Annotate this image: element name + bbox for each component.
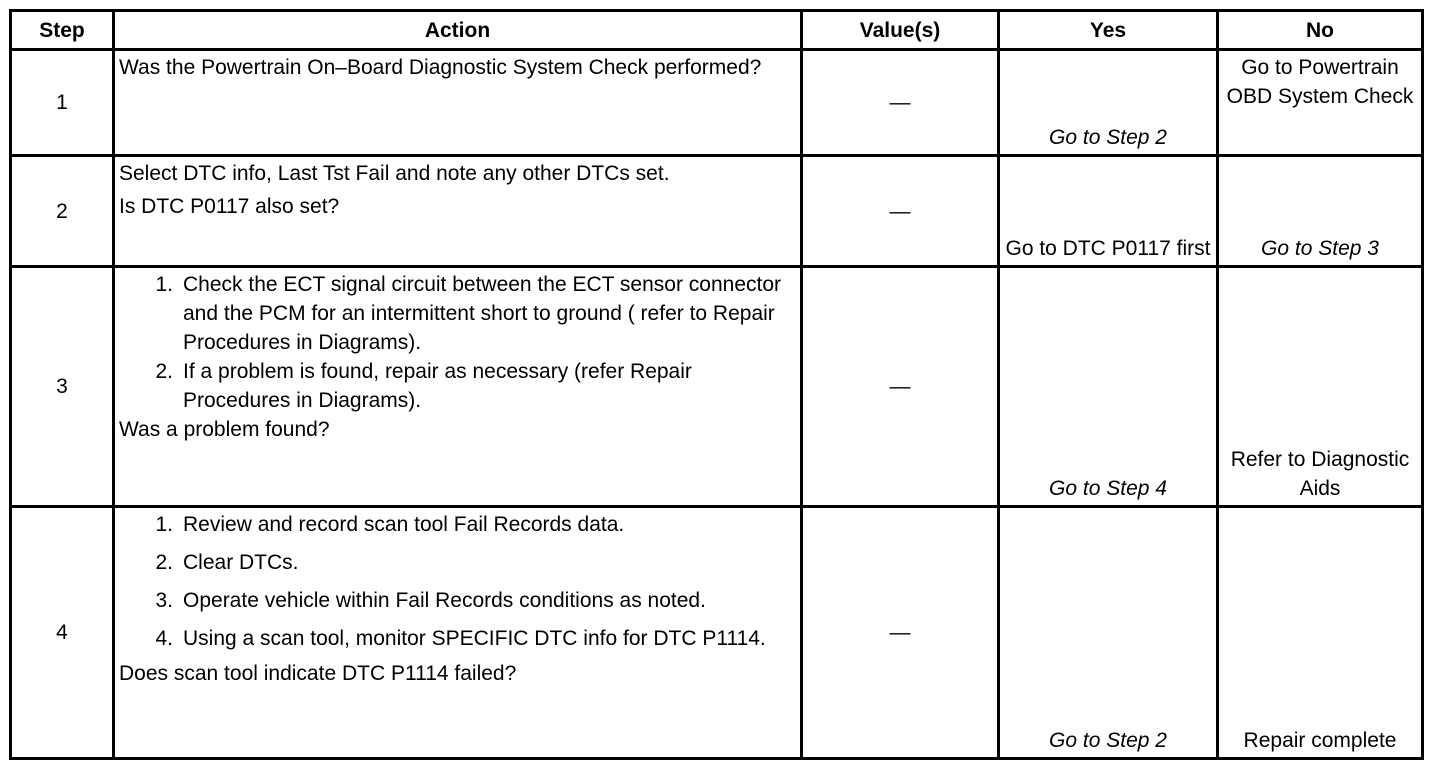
item-text: Using a scan tool, monitor SPECIFIC DTC info for DTC P1114. bbox=[183, 627, 766, 650]
yes-outcome: Go to DTC P0117 first bbox=[999, 156, 1218, 267]
step-number: 1 bbox=[11, 50, 114, 156]
table-row bbox=[11, 50, 1423, 156]
action-cell bbox=[114, 507, 802, 759]
yes-outcome: Go to Step 4 bbox=[999, 267, 1218, 507]
list-item bbox=[119, 548, 794, 577]
value-cell: — bbox=[802, 156, 999, 267]
table-row bbox=[11, 156, 1423, 267]
action-cell bbox=[114, 50, 802, 156]
item-text: If a problem is found, repair as necessary (refer Repair Procedures in Diagrams). bbox=[183, 360, 692, 412]
item-number: 3. bbox=[155, 589, 173, 612]
action-question: Was a problem found? bbox=[119, 418, 330, 441]
header-values: Value(s) bbox=[802, 11, 999, 50]
item-text: Operate vehicle within Fail Records conditions as noted. bbox=[183, 589, 706, 612]
item-number: 4. bbox=[155, 627, 173, 650]
table-row bbox=[11, 267, 1423, 507]
item-text: Check the ECT signal circuit between the ECT sensor connector and the PCM for an intermittent short to ground ( refer to Repair Procedures in Diagrams). bbox=[183, 273, 782, 354]
action-question: Is DTC P0117 also set? bbox=[119, 195, 340, 218]
value-cell: — bbox=[802, 507, 999, 759]
item-text: Review and record scan tool Fail Records data. bbox=[183, 513, 625, 536]
diagnostic-table bbox=[9, 9, 1424, 760]
item-number: 2. bbox=[155, 551, 173, 574]
no-outcome: Repair complete bbox=[1218, 507, 1423, 759]
step-number: 2 bbox=[11, 156, 114, 267]
action-steps bbox=[119, 270, 794, 415]
header-row bbox=[11, 11, 1423, 50]
action-cell bbox=[114, 156, 802, 267]
header-no: No bbox=[1218, 11, 1423, 50]
action-cell bbox=[114, 267, 802, 507]
header-action: Action bbox=[114, 11, 802, 50]
value-cell: — bbox=[802, 50, 999, 156]
action-text: Select DTC info, Last Tst Fail and note any other DTCs set. bbox=[119, 162, 670, 185]
step-number: 4 bbox=[11, 507, 114, 759]
list-item bbox=[119, 357, 794, 415]
item-number: 1. bbox=[155, 273, 173, 296]
item-number: 1. bbox=[155, 513, 173, 536]
item-number: 2. bbox=[155, 360, 173, 383]
action-steps bbox=[119, 510, 794, 653]
table-row bbox=[11, 507, 1423, 759]
action-question: Does scan tool indicate DTC P1114 failed? bbox=[119, 662, 517, 685]
list-item bbox=[119, 586, 794, 615]
yes-outcome: Go to Step 2 bbox=[999, 507, 1218, 759]
item-text: Clear DTCs. bbox=[183, 551, 299, 574]
header-step: Step bbox=[11, 11, 114, 50]
value-cell: — bbox=[802, 267, 999, 507]
no-outcome: Go to Step 3 bbox=[1218, 156, 1423, 267]
list-item bbox=[119, 270, 794, 357]
header-yes: Yes bbox=[999, 11, 1218, 50]
no-outcome: Go to Powertrain OBD System Check bbox=[1218, 50, 1423, 156]
list-item bbox=[119, 510, 794, 539]
no-outcome: Refer to Diagnostic Aids bbox=[1218, 267, 1423, 507]
yes-outcome: Go to Step 2 bbox=[999, 50, 1218, 156]
list-item bbox=[119, 624, 794, 653]
action-text: Was the Powertrain On–Board Diagnostic System Check performed? bbox=[119, 56, 762, 79]
step-number: 3 bbox=[11, 267, 114, 507]
